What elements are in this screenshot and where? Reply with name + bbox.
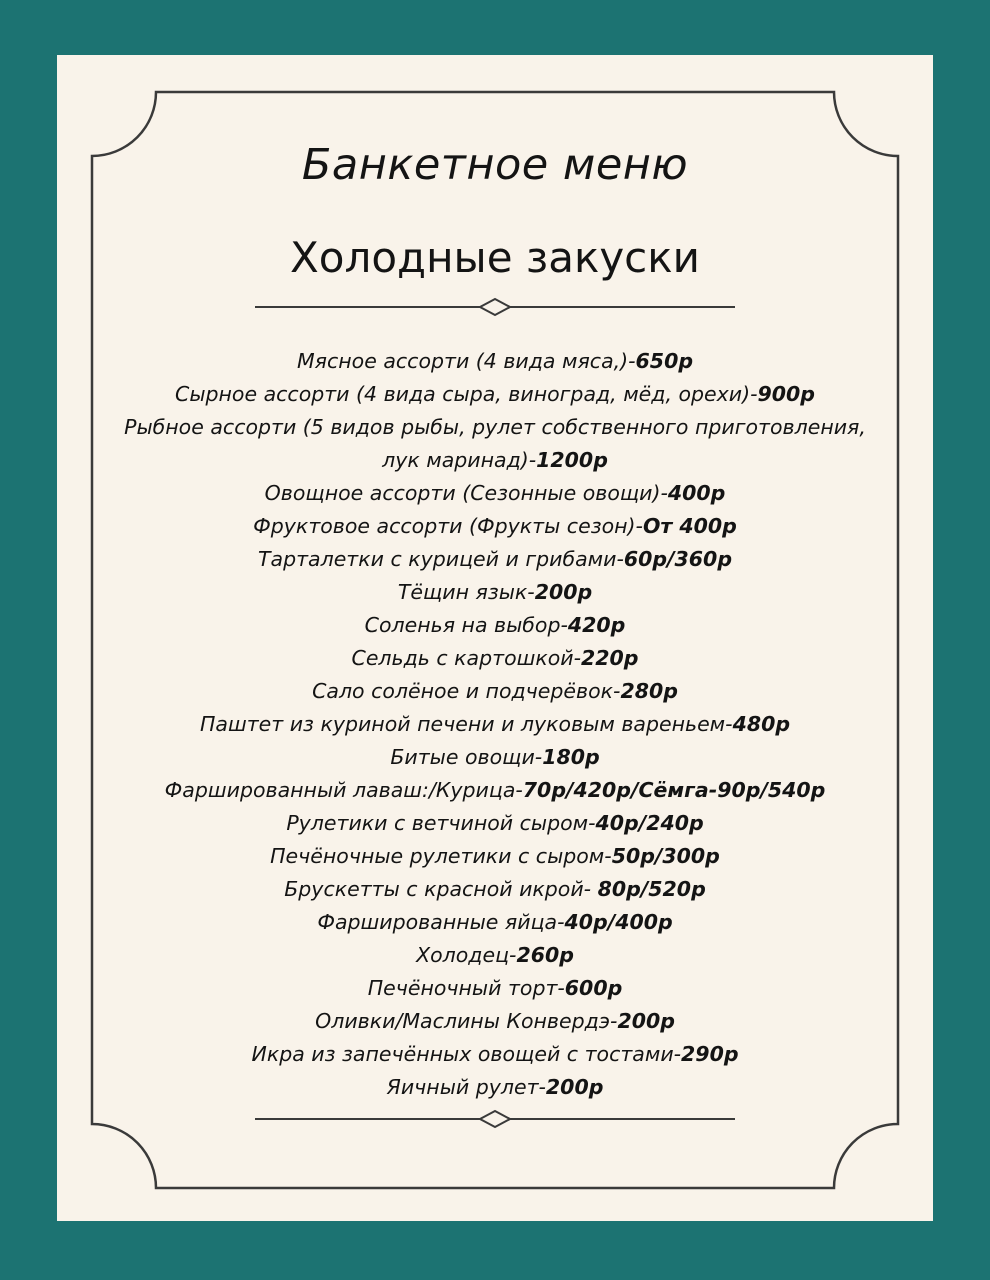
item-price: 200р bbox=[534, 580, 593, 604]
item-price: 80р/520р bbox=[597, 877, 706, 901]
menu-item bbox=[95, 1038, 895, 1071]
item-price: 650р bbox=[635, 349, 694, 373]
bottom-divider bbox=[255, 1111, 735, 1127]
item-price: 50р/300р bbox=[611, 844, 720, 868]
item-price: 1200р bbox=[536, 448, 608, 472]
item-price: 180р bbox=[542, 745, 600, 769]
item-price: 220р bbox=[581, 646, 639, 670]
menu-item bbox=[95, 543, 895, 576]
item-name: Оливки/Маслины Конвердэ- bbox=[315, 1009, 618, 1033]
menu-item bbox=[95, 741, 895, 774]
item-price: 480р bbox=[732, 712, 791, 736]
menu-item bbox=[95, 840, 895, 873]
item-name: Печёночный торт- bbox=[367, 976, 565, 1000]
item-name: Холодец- bbox=[416, 943, 517, 967]
item-name: Сырное ассорти (4 вида сыра, виноград, мёд, орехи)- bbox=[175, 382, 758, 406]
menu-item bbox=[95, 873, 895, 906]
item-price: 200р bbox=[617, 1009, 675, 1033]
item-name: Фаршированный лаваш:/Курица- bbox=[164, 778, 523, 802]
item-name: Тёщин язык- bbox=[397, 580, 535, 604]
menu-item bbox=[95, 1005, 895, 1038]
menu-item bbox=[95, 642, 895, 675]
item-name: Икра из запечённых овощей с тостами- bbox=[251, 1042, 682, 1066]
item-price: 260р bbox=[516, 943, 574, 967]
item-name: Брускетты с красной икрой- bbox=[284, 877, 598, 901]
item-name: Печёночные рулетики с сыром- bbox=[270, 844, 612, 868]
item-name: Соленья на выбор- bbox=[364, 613, 568, 637]
item-price: 40р/240р bbox=[595, 811, 704, 835]
item-name: Овощное ассорти (Сезонные овощи)- bbox=[264, 481, 668, 505]
item-price: 60р/360р bbox=[623, 547, 732, 571]
menu-item bbox=[95, 411, 895, 444]
menu-item bbox=[95, 774, 895, 807]
item-name: Рулетики с ветчиной сыром- bbox=[286, 811, 596, 835]
item-price: 400р bbox=[667, 481, 726, 505]
menu-item bbox=[95, 675, 895, 708]
item-name: Фруктовое ассорти (Фрукты сезон)- bbox=[253, 514, 643, 538]
menu-item bbox=[95, 939, 895, 972]
item-name: Битые овощи- bbox=[390, 745, 543, 769]
menu-item bbox=[95, 708, 895, 741]
section-title: Холодные закуски bbox=[290, 233, 700, 282]
item-price: 280р bbox=[620, 679, 678, 703]
item-name: Яичный рулет- bbox=[386, 1075, 546, 1099]
menu-item bbox=[95, 444, 895, 477]
item-name: Тарталетки с курицей и грибами- bbox=[257, 547, 624, 571]
menu-item bbox=[95, 576, 895, 609]
item-name: Рыбное ассорти (5 видов рыбы, рулет собственного приготовления, bbox=[124, 415, 866, 439]
item-price: От 400р bbox=[642, 514, 737, 538]
item-price: 420р bbox=[567, 613, 626, 637]
item-price: 200р bbox=[545, 1075, 604, 1099]
item-price: 600р bbox=[564, 976, 623, 1000]
menu-item bbox=[95, 807, 895, 840]
item-name: Мясное ассорти (4 вида мяса,)- bbox=[296, 349, 636, 373]
item-price: 900р bbox=[757, 382, 815, 406]
top-divider bbox=[255, 299, 735, 315]
item-price: 40р/400р bbox=[564, 910, 673, 934]
item-name: Сало солёное и подчерёвок- bbox=[312, 679, 621, 703]
menu-item bbox=[95, 906, 895, 939]
item-price: 290р bbox=[681, 1042, 739, 1066]
menu-item bbox=[95, 1071, 895, 1104]
menu-item bbox=[95, 477, 895, 510]
menu-list bbox=[95, 345, 895, 1104]
menu-item bbox=[95, 378, 895, 411]
menu-item bbox=[95, 609, 895, 642]
item-name: лук маринад)- bbox=[382, 448, 537, 472]
menu-item bbox=[95, 345, 895, 378]
menu-item bbox=[95, 510, 895, 543]
item-name: Фаршированные яйца- bbox=[317, 910, 565, 934]
menu-title: Банкетное меню bbox=[301, 140, 689, 190]
item-name: Сельдь с картошкой- bbox=[351, 646, 582, 670]
menu-item bbox=[95, 972, 895, 1005]
item-name: Паштет из куриной печени и луковым вареньем- bbox=[199, 712, 733, 736]
item-price: 70р/420р/Сёмга-90р/540р bbox=[522, 778, 826, 802]
